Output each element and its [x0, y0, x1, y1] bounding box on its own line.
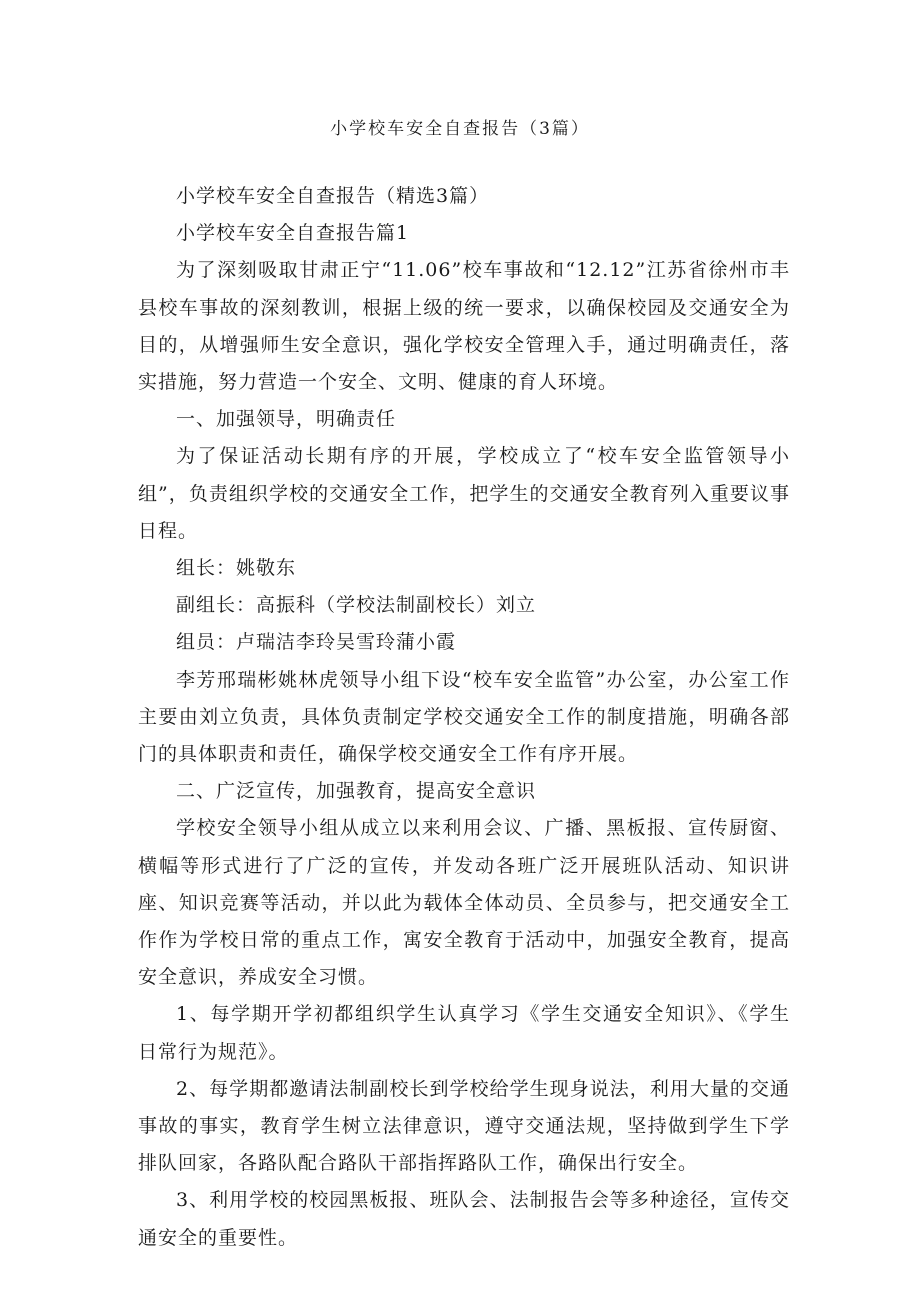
- body-paragraph: 副组长：高振科（学校法制副校长）刘立: [176, 594, 537, 617]
- list-item: 2、每学期都邀请法制副校长到学校给学生现身说法，利用大量的交通事故的事实，教育学生树立法律意识，遵守交通法规，坚持做到学生下学排队回家，各路队配合路队干部指挥路队工作，确保出行安全。: [138, 1077, 790, 1175]
- body-paragraph: 为了深刻吸取甘肃正宁“11.06”校车事故和“12.12”江苏省徐州市丰县校车事故的深刻教训，根据上级的统一要求，以确保校园及交通安全为目的，从增强师生安全意识，强化学校安全管理入手，通过明确责任，落实措施，努力营造一个安全、文明、健康的育人环境。: [138, 259, 790, 394]
- document-body: [138, 178, 790, 1257]
- body-paragraph: 为了保证活动长期有序的开展，学校成立了“校车安全监管领导小组”，负责组织学校的交通安全工作，把学生的交通安全教育列入重要议事日程。: [138, 445, 790, 542]
- document-title: 小学校车安全自查报告（3篇）: [330, 119, 590, 139]
- list-item: 1、每学期开学初都组织学生认真学习《学生交通安全知识》、《学生日常行为规范》。: [138, 1003, 790, 1063]
- body-paragraph: 组长：姚敬东: [176, 557, 297, 580]
- section-heading: 二、广泛宣传，加强教育，提高安全意识: [176, 780, 537, 803]
- subtitle-paragraph: 小学校车安全自查报告（精选3篇）: [176, 185, 490, 207]
- body-paragraph: 学校安全领导小组从成立以来利用会议、广播、黑板报、宣传厨窗、横幅等形式进行了广泛的宣传，并发动各班广泛开展班队活动、知识讲座、知识竞赛等活动，并以此为载体全体动员、全员参与，把交通安全工作作为学校日常的重点工作，寓安全教育于活动中，加强安全教育，提高安全意识，养成安全习惯。: [138, 817, 790, 989]
- section-heading: 小学校车安全自查报告篇1: [176, 222, 410, 245]
- body-paragraph: 李芳邢瑞彬姚林虎领导小组下设“校车安全监管”办公室，办公室工作主要由刘立负责，具体负责制定学校交通安全工作的制度措施，明确各部门的具体职责和责任，确保学校交通安全工作有序开展。: [138, 668, 790, 766]
- section-heading: 一、加强领导，明确责任: [176, 408, 397, 431]
- body-paragraph: 组员：卢瑞洁李玲吴雪玲蒲小霞: [176, 631, 457, 654]
- list-item: 3、利用学校的校园黑板报、班队会、法制报告会等多种途径，宣传交通安全的重要性。: [138, 1189, 790, 1249]
